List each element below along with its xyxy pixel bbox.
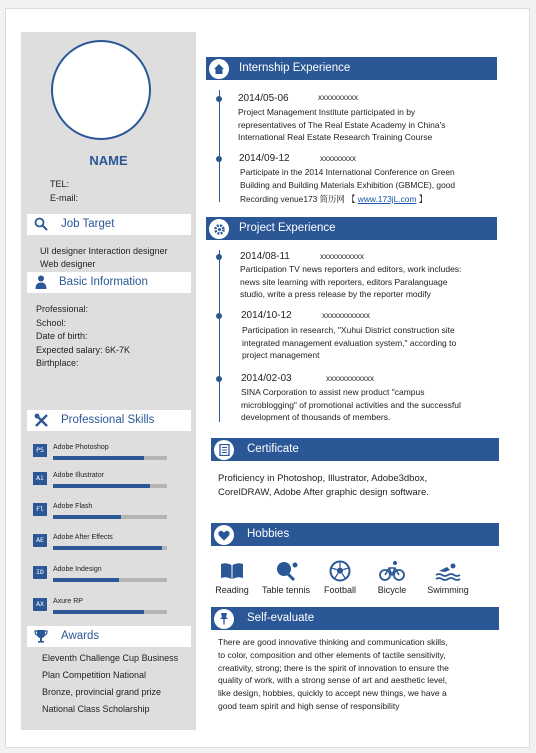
hobbies-title: Hobbies <box>247 528 290 540</box>
sidebar <box>21 32 196 730</box>
skill-level-bar <box>53 515 167 519</box>
entry-date: 2014/09-12 <box>239 153 290 164</box>
tel-label: TEL: <box>50 179 70 189</box>
hobby-bicycle <box>362 560 422 595</box>
self-evaluate-title: Self-evaluate <box>247 612 315 624</box>
entry-description <box>242 324 507 362</box>
skill-badge: AX <box>33 598 47 611</box>
skill-level-bar <box>53 456 167 460</box>
skills-header <box>27 410 191 431</box>
skill-name: Adobe After Effects <box>53 534 113 541</box>
entry-description <box>240 263 502 301</box>
entry-description <box>241 386 503 424</box>
skill-name: Adobe Flash <box>53 503 93 510</box>
football-icon <box>327 560 353 582</box>
entry-company: xxxxxxxxxxxx <box>326 374 374 383</box>
self-evaluate-line: quality of work, with a strong sense of art and aesthetic level, <box>218 675 448 686</box>
skill-level-fill <box>53 484 150 488</box>
project-title: Project Experience <box>239 222 336 234</box>
entry-date: 2014/02-03 <box>241 373 292 384</box>
description-line: Project Management Institute participated in by <box>238 107 416 117</box>
entry-description <box>240 166 502 206</box>
timeline-dot <box>216 254 222 260</box>
website-link[interactable]: www.173jL.com <box>357 194 417 204</box>
skill-row <box>33 470 173 490</box>
self-evaluate-text <box>218 636 503 713</box>
hobby-reading <box>202 560 262 595</box>
certificate-text <box>218 472 503 499</box>
job-target-line-2: Web designer <box>40 259 96 269</box>
pin-icon <box>214 609 234 629</box>
description-line: microblogging" of promotional activities and the successful <box>241 399 461 410</box>
basic-info-header <box>27 272 191 293</box>
certificate-title: Certificate <box>247 443 299 455</box>
description-line: development of thousands of members. <box>241 412 391 422</box>
timeline-dot <box>216 313 222 319</box>
certificate-header <box>211 438 499 461</box>
job-target-title: Job Target <box>61 218 115 230</box>
job-target-header <box>27 214 191 235</box>
self-evaluate-line: creativity, strong; there is the spirit of innovation to ensure the <box>218 662 449 673</box>
gear-icon <box>209 219 229 239</box>
skill-badge: Ai <box>33 472 47 485</box>
basic-info-professional: Professional: <box>36 304 89 314</box>
project-header <box>206 217 497 240</box>
description-line: integrated management evaluation system," according to <box>242 337 457 348</box>
skill-level-bar <box>53 610 167 614</box>
swimming-icon <box>435 560 461 582</box>
profile-name: NAME <box>89 153 128 168</box>
awards-header <box>27 626 191 647</box>
award-item: Bronze, provincial grand prize <box>42 687 162 697</box>
skill-row <box>33 501 173 521</box>
description-line: SINA Corporation to assist new product "campus <box>241 387 425 397</box>
skill-badge: AE <box>33 534 47 547</box>
basic-info-birth: Date of birth: <box>36 331 88 341</box>
skill-badge: Fl <box>33 503 47 516</box>
skill-row <box>33 532 173 552</box>
email-label: E-mail: <box>50 193 79 203</box>
person-icon <box>33 275 49 290</box>
hobby-label: Football <box>323 585 357 595</box>
hobby-swimming <box>418 560 478 595</box>
entry-date: 2014/10-12 <box>241 310 292 321</box>
hobby-football <box>310 560 370 595</box>
home-icon <box>209 59 229 79</box>
skill-name: Axure RP <box>53 598 83 605</box>
bracket-close: 】 <box>416 194 428 204</box>
skill-badge: ID <box>33 566 47 579</box>
hobby-label: Table tennis <box>261 585 311 595</box>
award-item: National Class Scholarship <box>42 704 150 714</box>
skill-level-bar <box>53 546 167 550</box>
skill-level-bar <box>53 484 167 488</box>
entry-description <box>238 106 503 144</box>
hobby-table-tennis <box>256 560 316 595</box>
description-line: International Real Estate Research Training Course <box>238 132 433 142</box>
skills-title: Professional Skills <box>61 414 155 426</box>
skill-row <box>33 442 173 462</box>
table-tennis-icon <box>273 560 299 582</box>
award-item: Plan Competition National <box>42 670 147 680</box>
self-evaluate-line: good team spirit and high sense of responsibility <box>218 700 400 711</box>
basic-info-title: Basic Information <box>59 276 148 288</box>
certificate-line: CorelDRAW, Adobe After graphic design software. <box>218 486 429 498</box>
self-evaluate-line: There are good innovative thinking and communication skills, <box>218 637 448 647</box>
description-line: Building and Building Materials Exhibition (GBMCE), good <box>240 179 456 190</box>
awards-title: Awards <box>61 630 100 642</box>
description-line: news site learning with reporters, editors Paralanguage <box>240 276 448 287</box>
self-evaluate-line: to color, composition and other elements of tactile sensitivity, <box>218 649 446 660</box>
bicycle-icon <box>379 560 405 582</box>
skill-row <box>33 596 173 616</box>
basic-info-birthplace: Birthplace: <box>36 358 79 368</box>
self-evaluate-header <box>211 607 499 630</box>
book-icon <box>219 560 245 582</box>
skill-level-fill <box>53 515 121 519</box>
skill-level-fill <box>53 456 144 460</box>
award-item: Eleventh Challenge Cup Business <box>42 653 179 663</box>
entry-date: 2014/08-11 <box>240 251 290 262</box>
skill-name: Adobe Indesign <box>53 566 102 573</box>
heart-icon <box>214 525 234 545</box>
entry-company: xxxxxxxxxxxx <box>322 311 370 320</box>
timeline-dot <box>216 96 222 102</box>
internship-timeline <box>219 90 220 202</box>
skill-level-fill <box>53 546 162 550</box>
description-line: representatives of The Real Estate Academy in China's <box>238 119 446 130</box>
skill-row <box>33 564 173 584</box>
hobby-label: Bicycle <box>377 585 407 595</box>
internship-title: Internship Experience <box>239 62 351 74</box>
timeline-dot <box>216 376 222 382</box>
hobbies-header <box>211 523 499 546</box>
hobby-label: Reading <box>215 585 249 595</box>
job-target-line-1: UI designer Interaction designer <box>40 246 168 256</box>
tools-icon <box>33 413 49 428</box>
certificate-line: Proficiency in Photoshop, Illustrator, Adobe3dbox, <box>218 473 428 484</box>
entry-date: 2014/05-06 <box>238 93 289 104</box>
recording-venue-text: Recording venue173 简历网 【 <box>240 194 358 204</box>
skill-name: Adobe Illustrator <box>53 472 104 479</box>
internship-header <box>206 57 497 80</box>
entry-company: xxxxxxxxxx <box>318 93 358 102</box>
timeline-dot <box>216 156 222 162</box>
basic-info-school: School: <box>36 318 67 328</box>
project-timeline <box>219 250 220 422</box>
skill-badge: PS <box>33 444 47 457</box>
skill-level-fill <box>53 610 144 614</box>
certificate-icon <box>214 440 234 460</box>
photo-placeholder <box>51 40 151 140</box>
trophy-icon <box>33 629 49 644</box>
search-icon <box>33 217 49 232</box>
self-evaluate-line: like design, hobbies, quickly to accept new things, we have a <box>218 688 447 699</box>
description-line: Participate in the 2014 International Conference on Green <box>240 167 455 177</box>
basic-info-salary: Expected salary: 6K-7K <box>36 345 131 355</box>
description-line: studio, write a press release by the reporter modify <box>240 289 431 299</box>
description-line: project management <box>242 350 320 360</box>
skill-name: Adobe Photoshop <box>53 444 109 451</box>
skill-level-bar <box>53 578 167 582</box>
entry-company: xxxxxxxxxxx <box>320 252 364 261</box>
description-line: Participation TV news reporters and editors, work includes: <box>240 264 462 274</box>
hobby-label: Swimming <box>427 585 469 595</box>
entry-company: xxxxxxxxx <box>320 154 356 163</box>
skill-level-fill <box>53 578 119 582</box>
description-line <box>240 193 502 206</box>
description-line: Participation in research, "Xuhui District construction site <box>242 325 455 335</box>
